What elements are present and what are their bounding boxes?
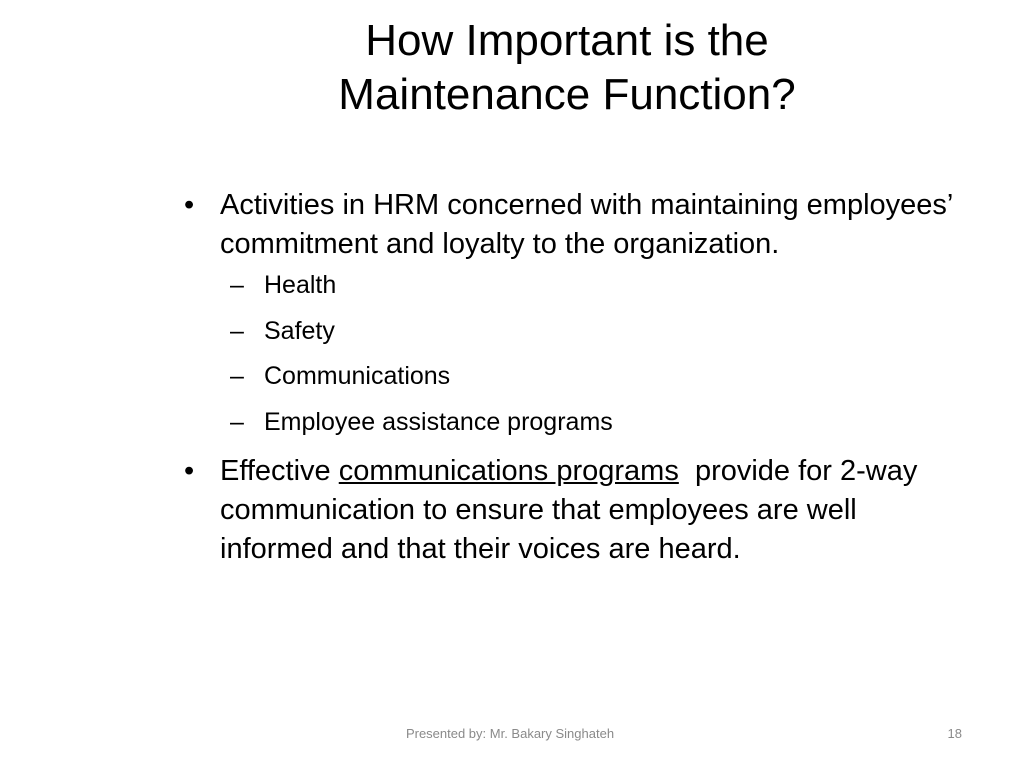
sub-item-text: Health bbox=[264, 271, 337, 299]
sub-item-dash: – bbox=[230, 271, 244, 299]
bullet-2-text-before: Effective bbox=[220, 455, 339, 487]
sub-item-dash: – bbox=[230, 316, 244, 345]
slide-title-line-2: Maintenance Function? bbox=[338, 70, 796, 119]
sub-item-dash: – bbox=[230, 362, 244, 390]
slide-title bbox=[262, 14, 872, 122]
slide-content bbox=[180, 186, 970, 575]
slide-title-line-1: How Important is the bbox=[365, 16, 769, 65]
sub-item-communications bbox=[180, 361, 970, 391]
bullet-marker: • bbox=[184, 189, 195, 221]
sub-item-text: Communications bbox=[264, 362, 451, 390]
bullet-marker: • bbox=[184, 455, 195, 487]
sub-item-safety bbox=[180, 316, 970, 346]
bullet-1 bbox=[180, 186, 970, 264]
bullet-1-text: Activities in HRM concerned with maintaining employees’ commitment and loyalty to the organization. bbox=[220, 189, 953, 260]
sub-item-text: Employee assistance programs bbox=[264, 407, 613, 436]
sub-item-dash: – bbox=[230, 407, 244, 436]
sub-list bbox=[180, 270, 970, 437]
bullet-2 bbox=[180, 452, 970, 569]
slide-page-number: 18 bbox=[947, 726, 962, 741]
sub-item-health bbox=[180, 270, 970, 300]
sub-item-employee-assistance bbox=[180, 407, 970, 437]
sub-item-text: Safety bbox=[264, 316, 335, 345]
bullet-2-text-after: provide for 2-way communication to ensure that employees are well informed and that their voices are heard. bbox=[220, 455, 926, 565]
slide-footer: Presented by: Mr. Bakary Singhateh bbox=[405, 726, 615, 741]
bullet-2-underlined-term: communications programs bbox=[338, 455, 679, 487]
